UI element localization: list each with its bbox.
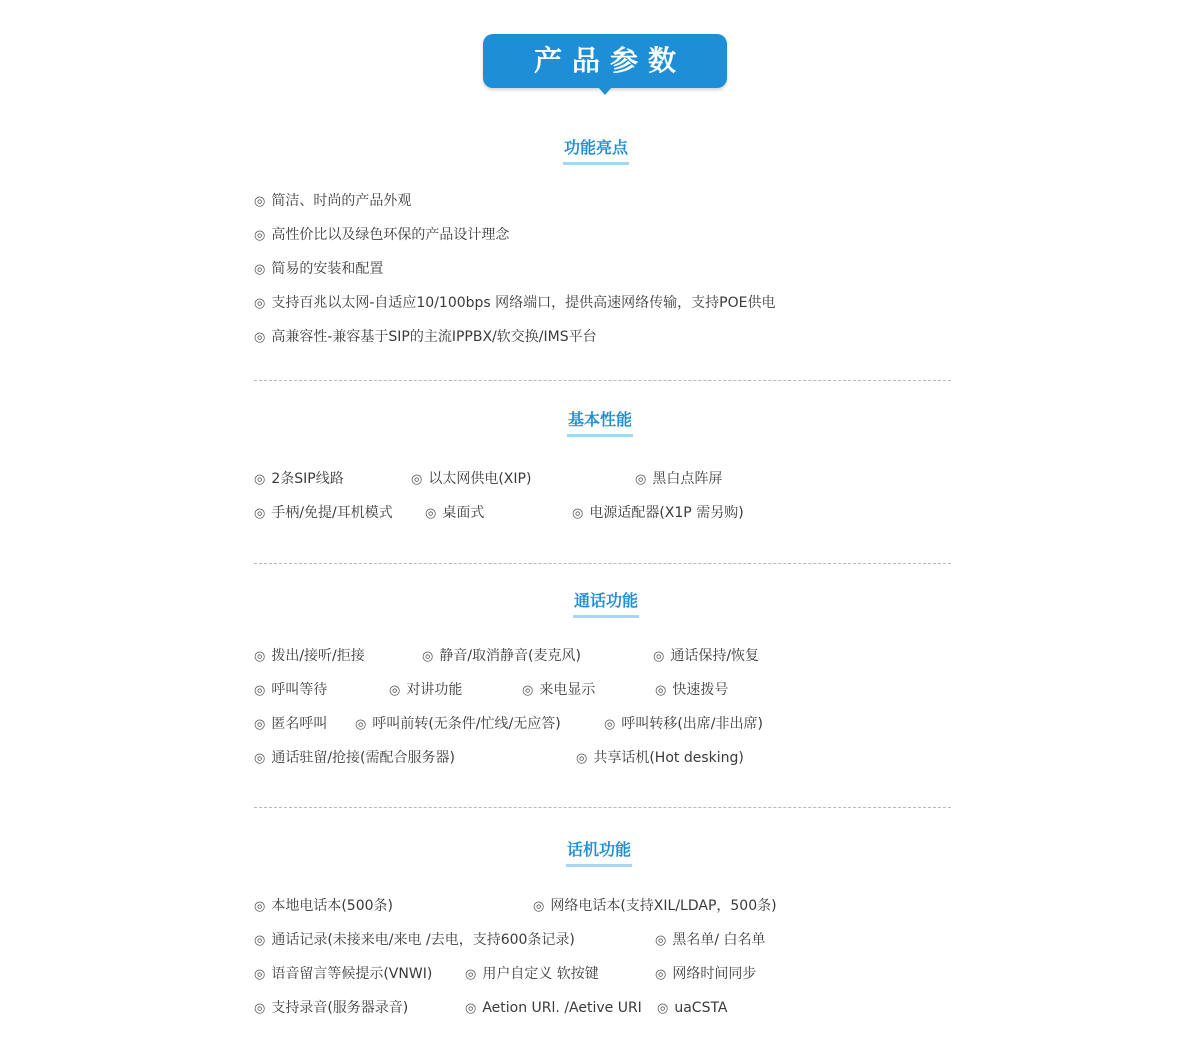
list-item-text: 网络时间同步 — [672, 966, 757, 982]
circle-bullet-icon: ◎ — [572, 506, 584, 521]
circle-bullet-icon: ◎ — [254, 649, 266, 664]
list-item-text: 呼叫等待 — [271, 682, 328, 698]
circle-bullet-icon: ◎ — [254, 899, 266, 914]
list-item-text: 快速拨号 — [672, 682, 729, 698]
circle-bullet-icon: ◎ — [465, 1001, 477, 1016]
section-divider — [254, 563, 951, 564]
list-item-text: 高兼容性-兼容基于SIP的主流IPPBX/软交换/IMS平台 — [271, 329, 597, 345]
list-item — [254, 998, 408, 1018]
circle-bullet-icon: ◎ — [653, 649, 665, 664]
circle-bullet-icon: ◎ — [465, 967, 477, 982]
list-item-text: 匿名呼叫 — [271, 716, 328, 732]
circle-bullet-icon: ◎ — [254, 262, 266, 277]
list-item-text: 本地电话本(500条) — [271, 898, 393, 914]
list-item — [254, 469, 344, 489]
list-item — [604, 714, 763, 734]
circle-bullet-icon: ◎ — [576, 751, 588, 766]
page-title: 产品参数 — [533, 44, 686, 77]
section-heading-text: 通话功能 — [573, 589, 639, 618]
list-item — [653, 646, 759, 666]
list-item-text: 黑名单/ 白名单 — [672, 932, 766, 948]
list-item — [355, 714, 561, 734]
list-item-text: 通话保持/恢复 — [670, 648, 760, 664]
list-item-text: 手柄/免提/耳机模式 — [271, 505, 393, 521]
list-item-text: 用户自定义 软按键 — [482, 966, 599, 982]
circle-bullet-icon: ◎ — [422, 649, 434, 664]
list-item — [389, 680, 462, 700]
list-item-text: 桌面式 — [442, 505, 485, 521]
list-item — [254, 191, 411, 211]
list-item — [576, 748, 744, 768]
list-item-text: 简易的安装和配置 — [271, 261, 384, 277]
list-item-text: 静音/取消静音(麦克风) — [439, 648, 581, 664]
list-item-text: 呼叫转移(出席/非出席) — [621, 716, 763, 732]
list-item — [254, 327, 597, 347]
section-divider — [254, 807, 951, 808]
list-item — [657, 998, 728, 1018]
list-item — [655, 680, 728, 700]
list-item-text: 支持录音(服务器录音) — [271, 1000, 409, 1016]
section-heading-call — [506, 589, 706, 617]
section-heading-text: 基本性能 — [567, 408, 633, 437]
list-item-text: 呼叫前转(无条件/忙线/无应答) — [372, 716, 561, 732]
circle-bullet-icon: ◎ — [254, 472, 266, 487]
list-item — [254, 646, 365, 666]
list-item — [655, 930, 766, 950]
circle-bullet-icon: ◎ — [254, 751, 266, 766]
list-item-text: 拨出/接听/拒接 — [271, 648, 365, 664]
list-item-text: 黑白点阵屏 — [652, 471, 723, 487]
list-item-text: 语音留言等候提示(VNWI) — [271, 966, 433, 982]
title-badge — [483, 34, 727, 88]
list-item — [254, 503, 393, 523]
circle-bullet-icon: ◎ — [254, 228, 266, 243]
circle-bullet-icon: ◎ — [254, 296, 266, 311]
circle-bullet-icon: ◎ — [635, 472, 647, 487]
section-heading-text: 话机功能 — [566, 838, 632, 867]
section-heading-highlights — [496, 136, 696, 164]
list-item — [254, 714, 327, 734]
list-item-text: 2条SIP线路 — [271, 471, 344, 487]
section-heading-basic — [500, 408, 700, 436]
list-item-text: 网络电话本(支持XIL/LDAP，500条) — [550, 898, 777, 914]
list-item — [254, 293, 775, 313]
circle-bullet-icon: ◎ — [604, 717, 616, 732]
list-item — [254, 896, 393, 916]
circle-bullet-icon: ◎ — [533, 899, 545, 914]
list-item-text: uaCSTA — [674, 1000, 728, 1016]
circle-bullet-icon: ◎ — [389, 683, 401, 698]
circle-bullet-icon: ◎ — [655, 683, 667, 698]
circle-bullet-icon: ◎ — [655, 933, 667, 948]
list-item — [254, 680, 327, 700]
list-item-text: 电源适配器(X1P 需另购) — [589, 505, 744, 521]
list-item — [572, 503, 744, 523]
circle-bullet-icon: ◎ — [411, 472, 423, 487]
list-item — [422, 646, 581, 666]
circle-bullet-icon: ◎ — [425, 506, 437, 521]
circle-bullet-icon: ◎ — [254, 1001, 266, 1016]
list-item — [254, 930, 575, 950]
circle-bullet-icon: ◎ — [522, 683, 534, 698]
list-item-text: Aetion URl. /Aetive URI — [482, 1000, 642, 1016]
list-item-text: 支持百兆以太网-自适应10/100bps 网络端口，提供高速网络传输，支持POE供电 — [271, 295, 776, 311]
list-item-text: 高性价比以及绿色环保的产品设计理念 — [271, 227, 510, 243]
circle-bullet-icon: ◎ — [254, 330, 266, 345]
circle-bullet-icon: ◎ — [655, 967, 667, 982]
circle-bullet-icon: ◎ — [254, 194, 266, 209]
list-item-text: 通话驻留/抢接(需配合服务器) — [271, 750, 455, 766]
list-item — [254, 259, 383, 279]
list-item — [465, 964, 599, 984]
list-item — [254, 964, 432, 984]
list-item-text: 简洁、时尚的产品外观 — [271, 193, 412, 209]
circle-bullet-icon: ◎ — [254, 933, 266, 948]
list-item — [254, 748, 455, 768]
circle-bullet-icon: ◎ — [254, 683, 266, 698]
list-item-text: 对讲功能 — [406, 682, 463, 698]
circle-bullet-icon: ◎ — [657, 1001, 669, 1016]
list-item — [635, 469, 722, 489]
section-divider — [254, 380, 951, 381]
list-item — [533, 896, 777, 916]
circle-bullet-icon: ◎ — [254, 506, 266, 521]
circle-bullet-icon: ◎ — [254, 967, 266, 982]
list-item-text: 共享话机(Hot desking) — [593, 750, 744, 766]
circle-bullet-icon: ◎ — [254, 717, 266, 732]
section-heading-phone — [499, 838, 699, 866]
circle-bullet-icon: ◎ — [355, 717, 367, 732]
list-item — [254, 225, 509, 245]
list-item-text: 以太网供电(XIP) — [428, 471, 532, 487]
list-item-text: 来电显示 — [539, 682, 596, 698]
list-item — [522, 680, 595, 700]
list-item-text: 通话记录(未接来电/来电 /去电，支持600条记录) — [271, 932, 575, 948]
list-item — [465, 998, 642, 1018]
list-item — [655, 964, 756, 984]
section-heading-text: 功能亮点 — [563, 136, 629, 165]
list-item — [425, 503, 484, 523]
list-item — [411, 469, 531, 489]
